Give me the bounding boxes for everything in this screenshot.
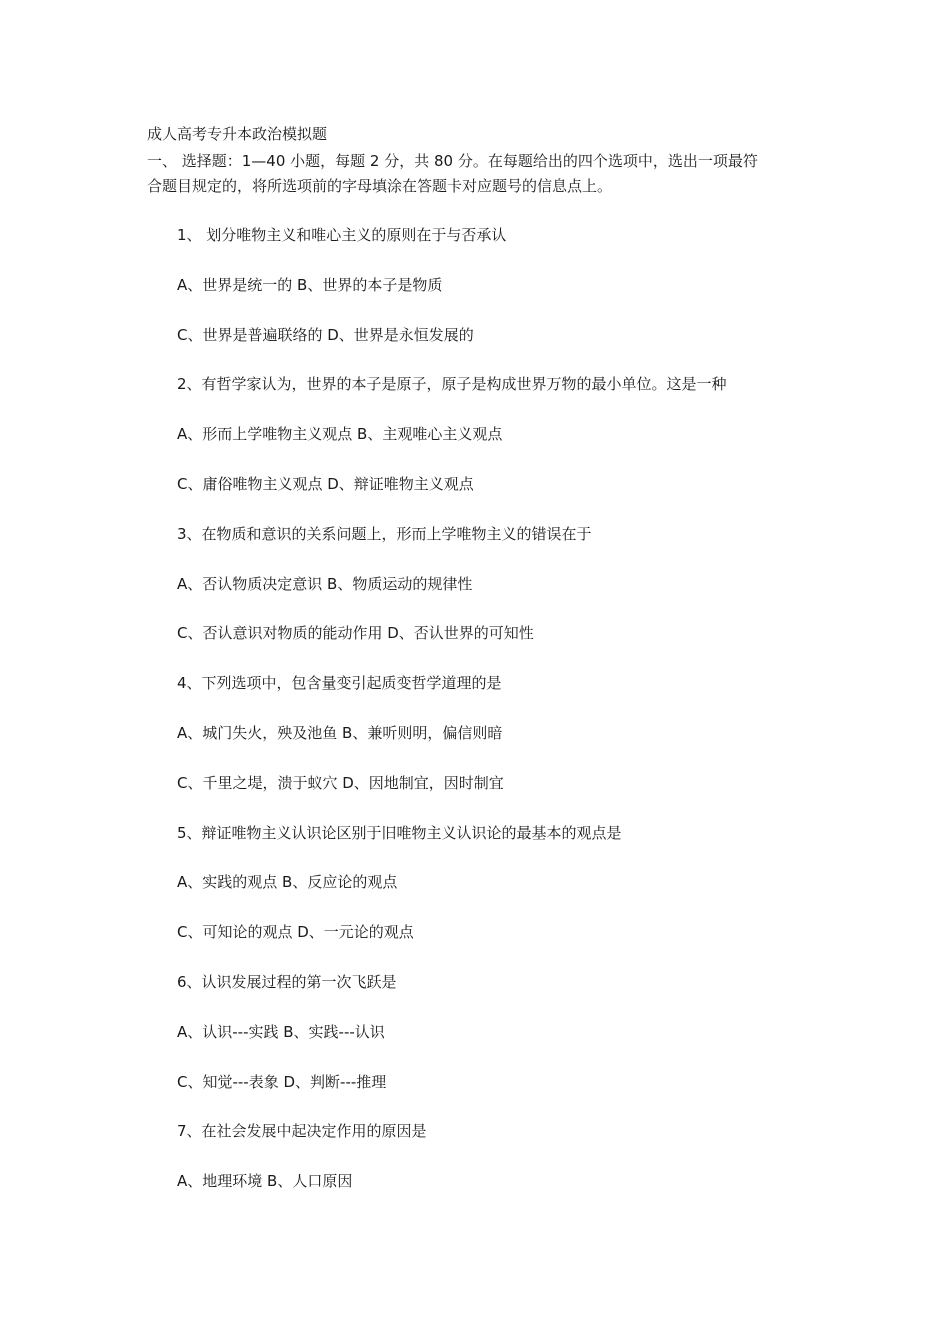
question-4-options-cd: C、千里之堤，溃于蚁穴 D、因地制宜，因时制宜: [177, 773, 504, 792]
question-7-options-ab: A、地理环境 B、人口原因: [177, 1172, 353, 1191]
question-2-options-ab: A、形而上学唯物主义观点 B、主观唯心主义观点: [177, 425, 503, 444]
question-2-options-cd: C、庸俗唯物主义观点 D、辩证唯物主义观点: [177, 474, 474, 493]
question-6-stem: 6、认识发展过程的第一次飞跃是: [177, 972, 397, 991]
question-7-stem: 7、在社会发展中起决定作用的原因是: [177, 1122, 427, 1141]
question-5-options-ab: A、实践的观点 B、反应论的观点: [177, 873, 398, 892]
question-6-options-cd: C、知觉---表象 D、判断---推理: [177, 1072, 387, 1091]
question-2-stem: 2、有哲学家认为，世界的本子是原子，原子是构成世界万物的最小单位。这是一种: [177, 375, 727, 394]
instructions-line-1: 一、 选择题：1—40 小题，每题 2 分，共 80 分。在每题给出的四个选项中，选出一项最符: [147, 152, 758, 170]
question-5-stem: 5、辩证唯物主义认识论区别于旧唯物主义认识论的最基本的观点是: [177, 823, 622, 842]
question-1-options-cd: C、世界是普遍联络的 D、世界是永恒发展的: [177, 325, 474, 344]
instructions-line-2: 合题目规定的，将所选项前的字母填涂在答题卡对应题号的信息点上。: [147, 177, 613, 195]
question-4-options-ab: A、城门失火，殃及池鱼 B、兼听则明，偏信则暗: [177, 723, 503, 742]
question-4-stem: 4、下列选项中，包含量变引起质变哲学道理的是: [177, 674, 502, 693]
question-1-options-ab: A、世界是统一的 B、世界的本子是物质: [177, 275, 443, 294]
document-title: 成人高考专升本政治模拟题: [147, 125, 328, 143]
question-1-stem: 1、 划分唯物主义和唯心主义的原则在于与否承认: [177, 226, 507, 244]
question-3-options-ab: A、否认物质决定意识 B、物质运动的规律性: [177, 574, 473, 593]
question-3-stem: 3、在物质和意识的关系问题上，形而上学唯物主义的错误在于: [177, 524, 592, 543]
question-6-options-ab: A、认识---实践 B、实践---认识: [177, 1022, 385, 1041]
question-list: [177, 224, 727, 1220]
question-3-options-cd: C、否认意识对物质的能动作用 D、否认世界的可知性: [177, 624, 534, 643]
question-5-options-cd: C、可知论的观点 D、一元论的观点: [177, 923, 414, 942]
instructions-paragraph: [147, 149, 817, 199]
